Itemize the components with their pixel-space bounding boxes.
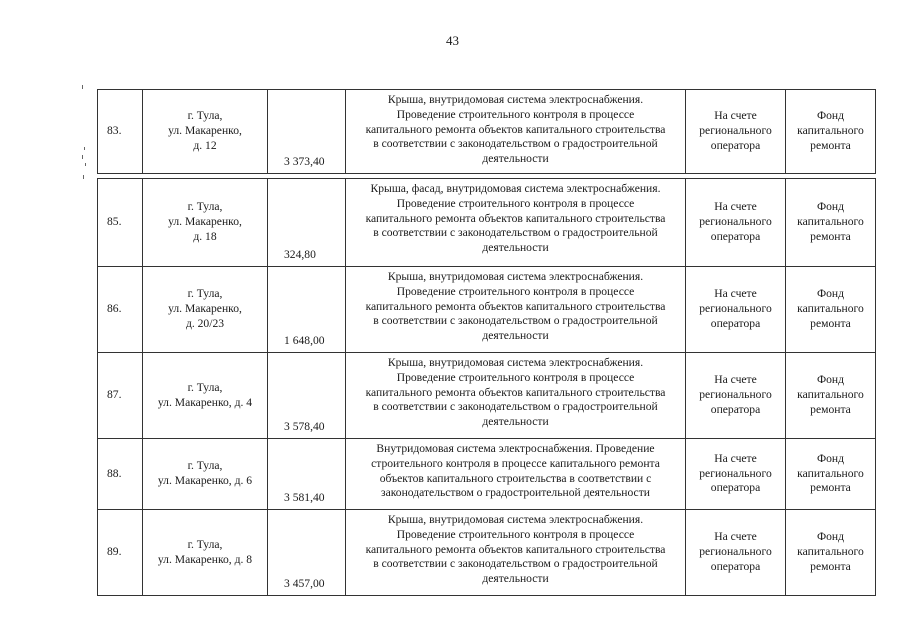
src-line: капитального <box>797 124 864 138</box>
table-row <box>98 267 876 353</box>
work-line: деятельности <box>482 152 549 166</box>
acc-line: регионального <box>699 466 772 480</box>
table-row <box>98 179 876 267</box>
src-line: ремонта <box>810 138 851 152</box>
row-number: 85. <box>98 179 143 267</box>
src-line: капитального <box>797 466 864 480</box>
src-line: ремонта <box>810 402 851 416</box>
work-line: Проведение строительного контроля в процессе <box>396 370 635 384</box>
addr-line: ул. Макаренко, <box>168 302 242 316</box>
table-row <box>98 90 876 174</box>
work-description-cell <box>346 439 686 510</box>
funding-source-cell <box>786 179 876 267</box>
acc-line: На счете <box>714 287 757 301</box>
work-description-cell <box>346 510 686 596</box>
addr-line: ул. Макаренко, <box>168 215 242 229</box>
address-cell <box>143 353 268 439</box>
funding-source-cell <box>786 353 876 439</box>
table-row <box>98 439 876 510</box>
acc-line: На счете <box>714 451 757 465</box>
work-line: Крыша, внутридомовая система электроснабжения. <box>387 356 644 369</box>
work-line: Внутридомовая система электроснабжения. Проведение <box>376 442 655 455</box>
src-line: капитального <box>797 388 864 402</box>
src-line: ремонта <box>810 316 851 330</box>
table-row <box>98 510 876 596</box>
src-line: Фонд <box>816 530 845 544</box>
work-line: Проведение строительного контроля в процессе <box>396 284 635 298</box>
acc-line: регионального <box>699 124 772 138</box>
addr-line: г. Тула, <box>187 287 223 301</box>
src-line: капитального <box>797 545 864 559</box>
work-line: строительного контроля в процессе капитального ремонта <box>371 456 660 470</box>
addr-line: д. 20/23 <box>185 316 225 330</box>
addr-line: ул. Макаренко, д. 8 <box>157 552 253 566</box>
src-line: Фонд <box>816 109 845 123</box>
funding-source-cell <box>786 439 876 510</box>
work-line: деятельности <box>482 415 549 429</box>
table-row <box>98 353 876 439</box>
row-number: 88. <box>98 439 143 510</box>
addr-line: г. Тула, <box>187 109 223 123</box>
acc-line: оператора <box>710 481 761 495</box>
work-description-cell <box>346 179 686 267</box>
account-cell <box>686 510 786 596</box>
work-line: Крыша, внутридомовая система электроснабжения. <box>387 270 644 283</box>
work-line: законодательством о градостроительной деятельности <box>381 486 650 500</box>
works-table-part-2 <box>97 178 876 596</box>
src-line: ремонта <box>810 229 851 243</box>
funding-source-cell <box>786 267 876 353</box>
work-line: Крыша, внутридомовая система электроснабжения. <box>387 93 644 106</box>
work-line: деятельности <box>482 572 549 586</box>
addr-line: ул. Макаренко, д. 4 <box>157 395 253 409</box>
acc-line: оператора <box>710 402 761 416</box>
addr-line: г. Тула, <box>187 537 223 551</box>
addr-line: ул. Макаренко, д. 6 <box>157 474 253 487</box>
work-line: капитального ремонта объектов капитального строительства <box>365 385 666 399</box>
work-line: в соответствии с законодательством о градостроительной <box>373 137 658 151</box>
row-number: 89. <box>98 510 143 596</box>
funding-source-cell <box>786 90 876 174</box>
account-cell <box>686 439 786 510</box>
addr-line: ул. Макаренко, <box>168 124 242 138</box>
acc-line: На счете <box>714 373 757 387</box>
work-line: деятельности <box>482 241 549 255</box>
acc-line: регионального <box>699 215 772 229</box>
row-number: 86. <box>98 267 143 353</box>
acc-line: регионального <box>699 545 772 559</box>
work-line: в соответствии с законодательством о градостроительной <box>373 557 658 571</box>
row-number: 87. <box>98 353 143 439</box>
addr-line: д. 12 <box>193 138 217 152</box>
src-line: Фонд <box>816 200 845 214</box>
work-line: в соответствии с законодательством о градостроительной <box>373 314 658 328</box>
account-cell <box>686 353 786 439</box>
src-line: Фонд <box>816 287 845 301</box>
works-table-part-1 <box>97 89 876 174</box>
work-line: Проведение строительного контроля в процессе <box>396 527 635 541</box>
page-number: 43 <box>446 33 459 48</box>
address-cell <box>143 439 268 510</box>
work-description-cell <box>346 90 686 174</box>
src-line: ремонта <box>810 481 851 495</box>
area-cell: 324,80 <box>268 179 346 267</box>
work-line: в соответствии с законодательством о градостроительной <box>373 400 658 414</box>
address-cell <box>143 267 268 353</box>
acc-line: оператора <box>710 559 761 573</box>
binding-margin-marks <box>82 85 90 195</box>
account-cell <box>686 179 786 267</box>
account-cell <box>686 267 786 353</box>
acc-line: оператора <box>710 316 761 330</box>
acc-line: оператора <box>710 138 761 152</box>
work-line: Проведение строительного контроля в процессе <box>396 107 635 121</box>
work-line: Проведение строительного контроля в процессе <box>396 196 635 210</box>
address-cell <box>143 179 268 267</box>
acc-line: На счете <box>714 200 757 214</box>
addr-line: г. Тула, <box>187 380 223 394</box>
account-cell <box>686 90 786 174</box>
area-cell: 3 457,00 <box>268 510 346 596</box>
work-description-cell <box>346 353 686 439</box>
area-cell: 3 581,40 <box>268 439 346 510</box>
work-line: капитального ремонта объектов капитального строительства <box>365 542 666 556</box>
area-cell: 1 648,00 <box>268 267 346 353</box>
src-line: Фонд <box>816 451 845 465</box>
work-line: Крыша, фасад, внутридомовая система электроснабжения. <box>370 182 661 195</box>
address-cell <box>143 510 268 596</box>
addr-line: г. Тула, <box>187 200 223 214</box>
src-line: Фонд <box>816 373 845 387</box>
work-description-cell <box>346 267 686 353</box>
addr-line: д. 18 <box>193 229 217 243</box>
src-line: капитального <box>797 302 864 316</box>
row-number: 83. <box>98 90 143 174</box>
acc-line: На счете <box>714 109 757 123</box>
src-line: капитального <box>797 215 864 229</box>
work-line: капитального ремонта объектов капитального строительства <box>365 211 666 225</box>
acc-line: регионального <box>699 302 772 316</box>
area-cell: 3 578,40 <box>268 353 346 439</box>
work-line: деятельности <box>482 329 549 343</box>
addr-line: г. Тула, <box>187 459 223 473</box>
work-line: объектов капитального строительства в соответствии с <box>379 471 652 485</box>
work-line: капитального ремонта объектов капитального строительства <box>365 122 666 136</box>
acc-line: оператора <box>710 229 761 243</box>
area-cell: 3 373,40 <box>268 90 346 174</box>
acc-line: регионального <box>699 388 772 402</box>
work-line: капитального ремонта объектов капитального строительства <box>365 299 666 313</box>
work-line: Крыша, внутридомовая система электроснабжения. <box>387 513 644 526</box>
acc-line: На счете <box>714 530 757 544</box>
funding-source-cell <box>786 510 876 596</box>
src-line: ремонта <box>810 559 851 573</box>
address-cell <box>143 90 268 174</box>
work-line: в соответствии с законодательством о градостроительной <box>373 226 658 240</box>
